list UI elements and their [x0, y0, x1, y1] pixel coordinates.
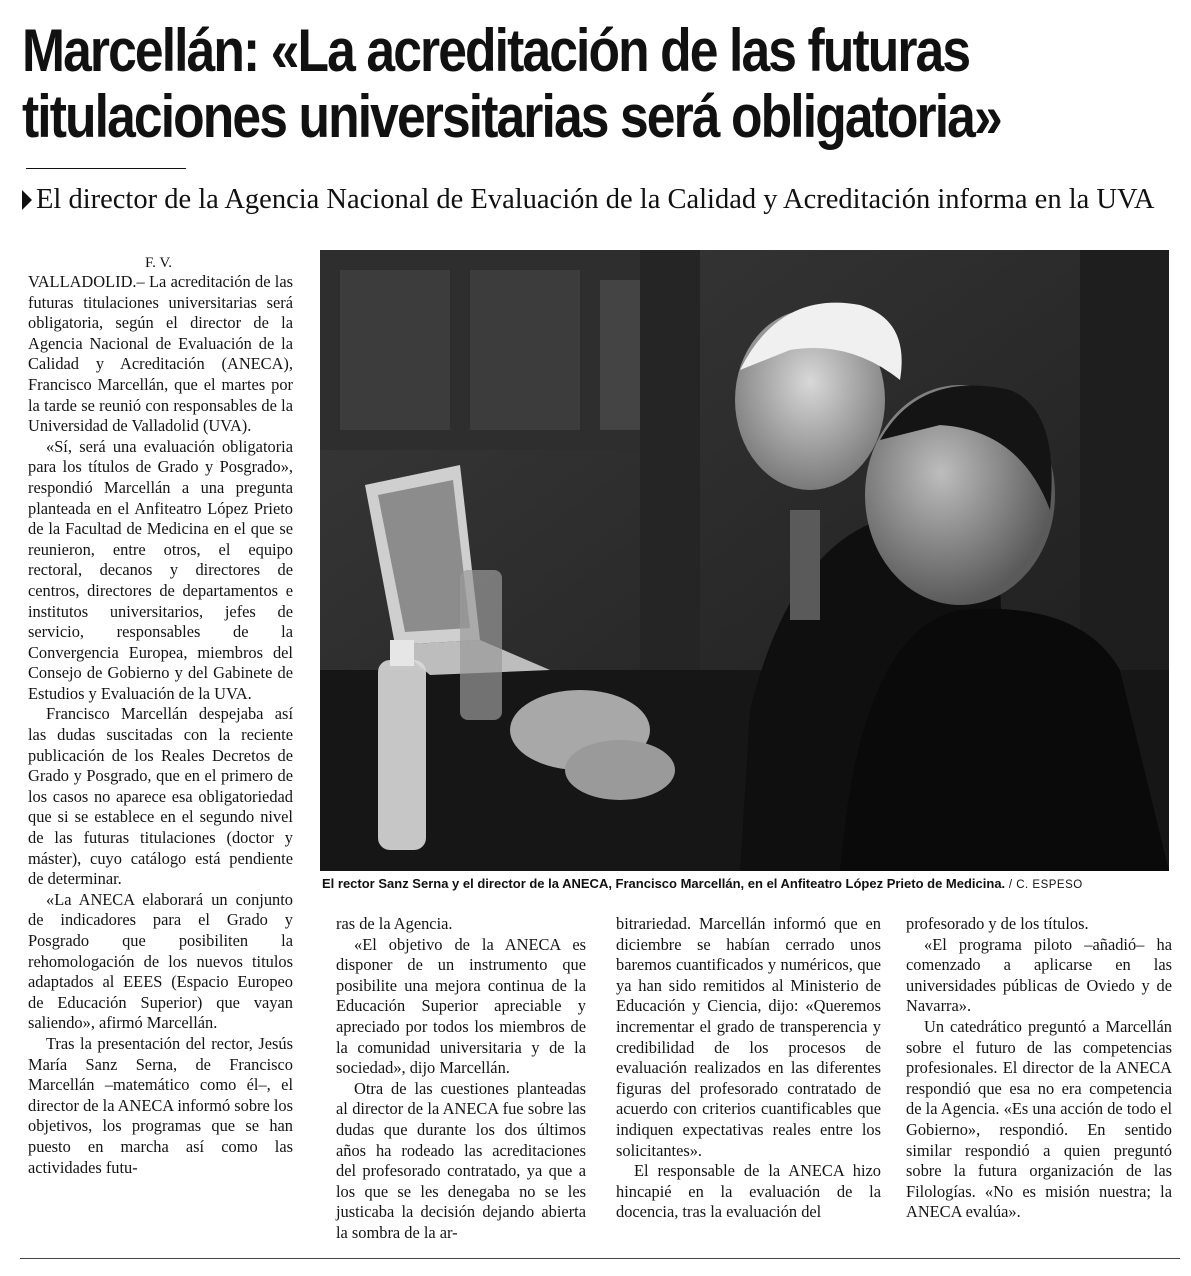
headline: [22, 18, 1011, 150]
photo-credit: / C. ESPESO: [1008, 879, 1083, 891]
paragraph: «El objetivo de la ANECA es disponer de un instrumento que posibilite una mejora continua de la Educación Superior apreciable y apreciado por todos los miembros de la comunidad universitaria y de la sociedad», dijo Marcellán.: [336, 934, 586, 1078]
article-column-1: [28, 272, 293, 1178]
caption-text: El rector Sanz Serna y el director de la ANECA, Francisco Marcellán, en el Anfiteatro López Prieto de Medicina.: [322, 876, 1006, 891]
paragraph: VALLADOLID.– La acreditación de las futuras titulaciones universitarias será obligatoria, según el director de la Agencia Nacional de Evaluación de la Calidad y Acreditación (ANECA), Francisco Marcellán, que el martes por la tarde se reunió con responsables de la Universidad de Valladolid (UVA).: [28, 272, 293, 436]
paragraph: «Sí, será una evaluación obligatoria para los títulos de Grado y Posgrado», respondió Marcellán a una pregunta planteada en el Anfiteatro López Prieto de la Facultad de Medicina en el que se reunieron, entre otros, el equipo rectoral, decanos y directores de centros, directores de departamentos e institutos universitarios, jefes de servicio, responsables de la Convergencia Europea, miembros del Consejo de Gobierno y del Gabinete de Estudios y Evaluación de la UVA.: [28, 436, 293, 703]
paragraph: Un catedrático preguntó a Marcellán sobre el futuro de las competencias profesionales. El director de la ANECA respondió que esa no era competencia de la Agencia. «Es una acción de todo el Gobierno», respondió. En sentido similar respondió a quien preguntó sobre la futura organización de las Filologías. «No es misión nuestra; la ANECA evalúa».: [906, 1016, 1172, 1222]
paragraph: bitrariedad. Marcellán informó que en diciembre se habían cerrado unos baremos cuantificados y numéricos, que ya han sido remitidos al Ministerio de Educación y Ciencia, dijo: «Queremos incrementar el grado de transperencia y credibilidad de los procesos de evaluación realizados en las diferentes figuras del profesorado contratado de acuerdo con criterios cuantificables que indiquen expectativas reales entre los solicitantes».: [616, 914, 881, 1160]
paragraph: Tras la presentación del rector, Jesús María Sanz Serna, de Francisco Marcellán –matemático como él–, el director de la ANECA informó sobre los objetivos, los programas que se han puesto en marcha así como las actividades futu-: [28, 1033, 293, 1177]
bottom-rule: [20, 1258, 1180, 1259]
photo-illustration: [320, 250, 1169, 871]
subheadline: [22, 182, 1182, 218]
paragraph: El responsable de la ANECA hizo hincapié en la evaluación de la docencia, tras la evaluación del: [616, 1161, 881, 1222]
paragraph: «La ANECA elaborará un conjunto de indicadores para el Grado y Posgrado que posibiliten la rehomologación de los nuevos titulos adaptados al EEES (Espacio Europeo de Educación Superior) que vayan saliendo», afirmó Marcellán.: [28, 889, 293, 1033]
article-column-3: [616, 914, 881, 1223]
paragraph: ras de la Agencia.: [336, 914, 453, 933]
byline: F. V.: [145, 255, 173, 271]
paragraph: Francisco Marcellán despejaba así las dudas suscitadas con la reciente publicación de los Reales Decretos de Grado y Posgrado, que en el primero de los casos no aparece esa obligatoriedad que si se establece en el segundo nivel de las futuras titulaciones (doctor y máster), cuyo catálogo está pendiente de determinar.: [28, 704, 293, 889]
headline-rule: [26, 168, 186, 169]
article-column-4: [906, 914, 1172, 1223]
headline-line-1: Marcellán: «La acreditación de las futuras: [22, 17, 970, 84]
paragraph: profesorado y de los títulos.: [906, 914, 1089, 933]
paragraph: Otra de las cuestiones planteadas al director de la ANECA fue sobre las dudas que durante los dos últimos años ha rodeado las acreditaciones del profesorado contratado, ya que a los que se les denegaba no se les justicaba la decisión dejando abierta la sombra de la ar-: [336, 1078, 586, 1242]
photo-caption: [322, 876, 1172, 891]
triangle-bullet-icon: [22, 190, 32, 210]
article-column-2: [336, 914, 586, 1244]
subheadline-text: El director de la Agencia Nacional de Evaluación de la Calidad y Acreditación informa en la UVA: [36, 184, 1155, 215]
article-photo: [320, 250, 1169, 871]
paragraph: «El programa piloto –añadió– ha comenzado a aplicarse en las universidades públicas de Oviedo y de Navarra».: [906, 934, 1172, 1016]
headline-line-2: titulaciones universitarias será obligatoria»: [22, 83, 1001, 150]
